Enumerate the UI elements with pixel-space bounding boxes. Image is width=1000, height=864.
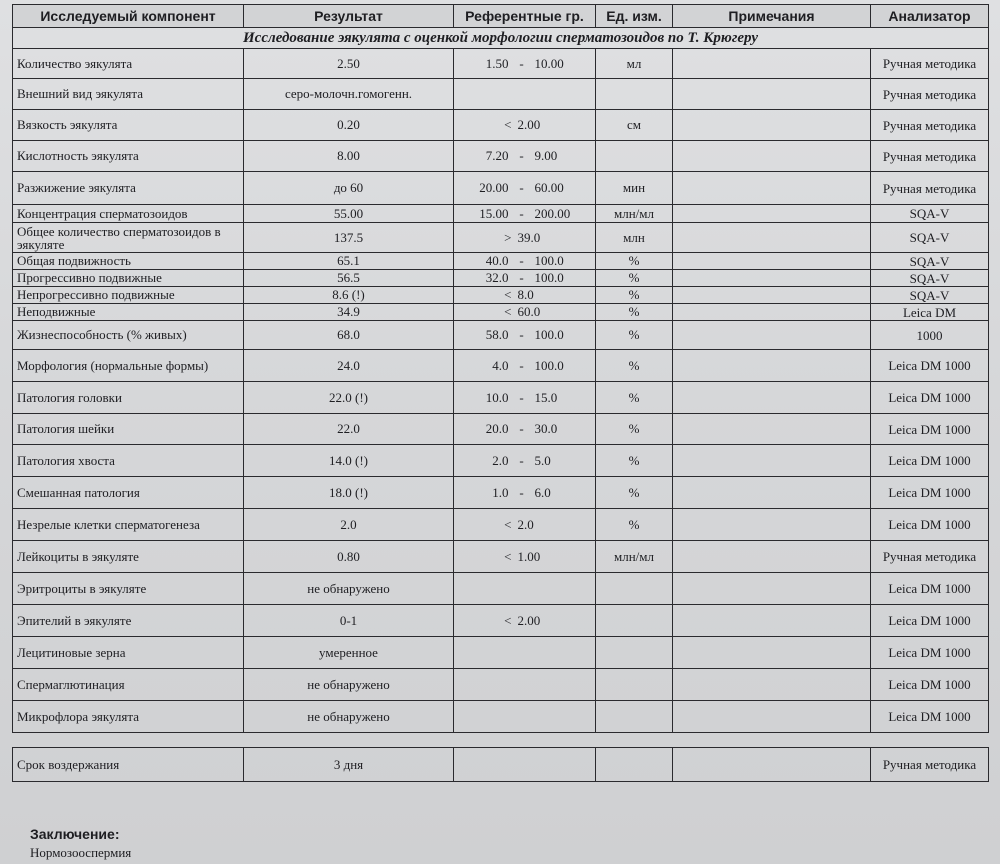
reference-operator: < <box>504 548 512 564</box>
result-value: 14.0 (!) <box>244 445 454 477</box>
unit-value: % <box>596 270 673 287</box>
unit-value: % <box>596 509 673 541</box>
table-row <box>13 669 989 701</box>
result-value: 2.50 <box>244 49 454 79</box>
reference-high: 15.0 <box>534 389 558 405</box>
reference-high: 200.00 <box>534 205 571 221</box>
table-row <box>13 509 989 541</box>
analyzer-value: Leica DM 1000 <box>871 573 989 605</box>
analyzer-value: Ручная методика <box>871 141 989 172</box>
result-value: 68.0 <box>244 321 454 350</box>
unit-value <box>596 637 673 669</box>
result-value: 8.6 (!) <box>244 287 454 304</box>
abstinence-analyzer: Ручная методика <box>871 748 989 782</box>
component-name: Кислотность эякулята <box>13 141 244 172</box>
analyzer-value: Leica DM 1000 <box>871 605 989 637</box>
component-name: Непрогрессивно подвижные <box>13 287 244 304</box>
result-value: 55.00 <box>244 205 454 223</box>
component-name: Патология шейки <box>13 414 244 445</box>
analyzer-value: Leica DM 1000 <box>871 382 989 414</box>
reference-range <box>454 414 596 445</box>
analyzer-value: Leica DM 1000 <box>871 477 989 509</box>
table-row <box>13 79 989 110</box>
result-value: 22.0 (!) <box>244 382 454 414</box>
section-title-row <box>13 28 989 49</box>
analyzer-value: SQA-V <box>871 253 989 270</box>
reference-low: 20.0 <box>485 421 509 436</box>
analyzer-value: Leica DM 1000 <box>871 509 989 541</box>
table-row <box>13 253 989 270</box>
note-cell <box>673 573 871 605</box>
result-value: 0.80 <box>244 541 454 573</box>
table-row <box>13 477 989 509</box>
reference-dash: - <box>519 357 524 373</box>
reference-low: 10.0 <box>485 389 509 405</box>
note-cell <box>673 701 871 733</box>
reference-dash: - <box>519 270 524 285</box>
table-row <box>13 541 989 573</box>
abstinence-row <box>13 748 989 782</box>
component-name: Патология хвоста <box>13 445 244 477</box>
reference-operator: < <box>504 612 512 628</box>
analyzer-value: Leica DM 1000 <box>871 669 989 701</box>
table-row <box>13 414 989 445</box>
component-name: Эпителий в эякуляте <box>13 605 244 637</box>
table-row <box>13 172 989 205</box>
unit-value <box>596 573 673 605</box>
note-cell <box>673 509 871 541</box>
unit-value: % <box>596 253 673 270</box>
reference-range <box>454 205 596 223</box>
reference-high: 60.0 <box>517 304 541 319</box>
component-name: Внешний вид эякулята <box>13 79 244 110</box>
abstinence-reference <box>454 748 596 782</box>
note-cell <box>673 669 871 701</box>
reference-dash: - <box>519 55 524 71</box>
note-cell <box>673 110 871 141</box>
unit-value: % <box>596 287 673 304</box>
unit-value: % <box>596 304 673 321</box>
reference-high: 30.0 <box>534 421 558 436</box>
note-cell <box>673 205 871 223</box>
component-name: Патология головки <box>13 382 244 414</box>
component-name: Смешанная патология <box>13 477 244 509</box>
reference-low: 40.0 <box>485 253 509 268</box>
reference-range <box>454 321 596 350</box>
reference-low: 7.20 <box>485 148 509 163</box>
note-cell <box>673 445 871 477</box>
reference-range <box>454 79 596 110</box>
component-name: Вязкость эякулята <box>13 110 244 141</box>
unit-value: млн <box>596 223 673 253</box>
component-name: Спермаглютинация <box>13 669 244 701</box>
unit-value <box>596 701 673 733</box>
reference-low: 1.0 <box>492 484 509 500</box>
unit-value: мл <box>596 49 673 79</box>
unit-value: см <box>596 110 673 141</box>
component-name: Незрелые клетки сперматогенеза <box>13 509 244 541</box>
result-value: 56.5 <box>244 270 454 287</box>
reference-high: 8.0 <box>517 287 534 302</box>
table-header-row <box>13 5 989 28</box>
header-note: Примечания <box>673 5 871 28</box>
table-row <box>13 141 989 172</box>
analyzer-value: SQA-V <box>871 223 989 253</box>
reference-range <box>454 509 596 541</box>
result-value: серо-молочн.гомогенн. <box>244 79 454 110</box>
table-row <box>13 382 989 414</box>
unit-value <box>596 605 673 637</box>
spacer-row <box>13 733 989 748</box>
analyzer-value: SQA-V <box>871 270 989 287</box>
reference-operator: < <box>504 117 512 132</box>
reference-operator: < <box>504 304 512 319</box>
note-cell <box>673 172 871 205</box>
unit-value: % <box>596 382 673 414</box>
note-cell <box>673 414 871 445</box>
result-value: 24.0 <box>244 350 454 382</box>
table-row <box>13 205 989 223</box>
reference-high: 10.00 <box>534 55 564 71</box>
reference-high: 100.0 <box>534 270 564 285</box>
table-row <box>13 321 989 350</box>
table-row <box>13 287 989 304</box>
reference-range <box>454 669 596 701</box>
result-value: 18.0 (!) <box>244 477 454 509</box>
component-name: Лецитиновые зерна <box>13 637 244 669</box>
reference-range <box>454 605 596 637</box>
note-cell <box>673 350 871 382</box>
reference-range <box>454 573 596 605</box>
analyzer-value: 1000 <box>871 321 989 350</box>
note-cell <box>673 223 871 253</box>
note-cell <box>673 79 871 110</box>
reference-range <box>454 253 596 270</box>
table-row <box>13 637 989 669</box>
component-name: Морфология (нормальные формы) <box>13 350 244 382</box>
component-name: Общее количество сперматозоидов в эякуляте <box>13 223 244 253</box>
reference-high: 2.0 <box>517 516 534 532</box>
table-row <box>13 49 989 79</box>
note-cell <box>673 304 871 321</box>
note-cell <box>673 49 871 79</box>
abstinence-result: 3 дня <box>244 748 454 782</box>
result-value: не обнаружено <box>244 573 454 605</box>
table-row <box>13 110 989 141</box>
abstinence-note <box>673 748 871 782</box>
result-value: до 60 <box>244 172 454 205</box>
reference-range <box>454 49 596 79</box>
reference-low: 20.00 <box>479 180 509 195</box>
header-analyzer: Анализатор <box>871 5 989 28</box>
reference-high: 2.00 <box>517 117 541 132</box>
result-value: 137.5 <box>244 223 454 253</box>
table-row <box>13 605 989 637</box>
note-cell <box>673 382 871 414</box>
result-value: 65.1 <box>244 253 454 270</box>
component-name: Общая подвижность <box>13 253 244 270</box>
reference-dash: - <box>519 452 524 468</box>
result-value: умеренное <box>244 637 454 669</box>
analyzer-value: Ручная методика <box>871 79 989 110</box>
reference-operator: < <box>504 516 512 532</box>
note-cell <box>673 477 871 509</box>
reference-high: 6.0 <box>534 484 551 500</box>
reference-low: 32.0 <box>485 270 509 285</box>
component-name: Концентрация сперматозоидов <box>13 205 244 223</box>
reference-range <box>454 270 596 287</box>
reference-low: 4.0 <box>492 357 509 373</box>
result-value: 0.20 <box>244 110 454 141</box>
unit-value: % <box>596 445 673 477</box>
result-value: 22.0 <box>244 414 454 445</box>
reference-dash: - <box>519 484 524 500</box>
reference-operator: > <box>504 229 512 245</box>
section-title: Исследование эякулята с оценкой морфологии сперматозоидов по Т. Крюгеру <box>13 28 989 49</box>
conclusion-label: Заключение: <box>30 826 120 842</box>
analyzer-value: Ручная методика <box>871 541 989 573</box>
reference-range <box>454 172 596 205</box>
spacer-cell <box>13 733 989 748</box>
analyzer-value: Ручная методика <box>871 49 989 79</box>
analyzer-value: SQA-V <box>871 205 989 223</box>
conclusion-text: Нормозооспермия <box>30 845 132 860</box>
component-name: Прогрессивно подвижные <box>13 270 244 287</box>
header-reference: Референтные гр. <box>454 5 596 28</box>
unit-value: % <box>596 321 673 350</box>
reference-high: 100.0 <box>534 253 564 268</box>
header-unit: Ед. изм. <box>596 5 673 28</box>
header-result: Результат <box>244 5 454 28</box>
analyzer-value: Leica DM 1000 <box>871 350 989 382</box>
reference-dash: - <box>519 180 524 195</box>
table-row <box>13 445 989 477</box>
note-cell <box>673 605 871 637</box>
results-table <box>12 4 989 782</box>
reference-range <box>454 701 596 733</box>
unit-value: % <box>596 414 673 445</box>
reference-dash: - <box>519 205 524 221</box>
reference-range <box>454 382 596 414</box>
analyzer-value: Leica DM <box>871 304 989 321</box>
reference-high: 9.00 <box>534 148 558 163</box>
analyzer-value: Leica DM 1000 <box>871 637 989 669</box>
note-cell <box>673 541 871 573</box>
note-cell <box>673 253 871 270</box>
header-component: Исследуемый компонент <box>13 5 244 28</box>
note-cell <box>673 270 871 287</box>
reference-high: 100.0 <box>534 357 564 373</box>
analyzer-value: Ручная методика <box>871 110 989 141</box>
analyzer-value: Leica DM 1000 <box>871 701 989 733</box>
unit-value: мин <box>596 172 673 205</box>
reference-low: 58.0 <box>485 327 509 342</box>
note-cell <box>673 141 871 172</box>
analyzer-value: SQA-V <box>871 287 989 304</box>
reference-range <box>454 304 596 321</box>
unit-value: млн/мл <box>596 541 673 573</box>
reference-dash: - <box>519 389 524 405</box>
component-name: Жизнеспособность (% живых) <box>13 321 244 350</box>
result-value: 34.9 <box>244 304 454 321</box>
component-name: Разжижение эякулята <box>13 172 244 205</box>
result-value: 8.00 <box>244 141 454 172</box>
reference-operator: < <box>504 287 512 302</box>
unit-value: млн/мл <box>596 205 673 223</box>
reference-range <box>454 350 596 382</box>
note-cell <box>673 637 871 669</box>
table-row <box>13 573 989 605</box>
analyzer-value: Ручная методика <box>871 172 989 205</box>
result-value: не обнаружено <box>244 701 454 733</box>
note-cell <box>673 287 871 304</box>
table-row <box>13 304 989 321</box>
reference-low: 1.50 <box>485 55 509 71</box>
reference-dash: - <box>519 327 524 342</box>
unit-value <box>596 79 673 110</box>
reference-low: 2.0 <box>492 452 509 468</box>
result-value: 0-1 <box>244 605 454 637</box>
note-cell <box>673 321 871 350</box>
table-row <box>13 701 989 733</box>
reference-range <box>454 477 596 509</box>
reference-range <box>454 541 596 573</box>
table-row <box>13 223 989 253</box>
reference-high: 60.00 <box>534 180 564 195</box>
reference-low: 15.00 <box>479 205 509 221</box>
analyzer-value: Leica DM 1000 <box>871 414 989 445</box>
component-name: Неподвижные <box>13 304 244 321</box>
reference-high: 39.0 <box>517 229 541 245</box>
unit-value: % <box>596 350 673 382</box>
reference-range <box>454 141 596 172</box>
result-value: не обнаружено <box>244 669 454 701</box>
unit-value: % <box>596 477 673 509</box>
table-row <box>13 270 989 287</box>
table-row <box>13 350 989 382</box>
reference-high: 5.0 <box>534 452 551 468</box>
result-value: 2.0 <box>244 509 454 541</box>
component-name: Микрофлора эякулята <box>13 701 244 733</box>
component-name: Лейкоциты в эякуляте <box>13 541 244 573</box>
unit-value <box>596 669 673 701</box>
abstinence-name: Срок воздержания <box>13 748 244 782</box>
reference-dash: - <box>519 421 524 436</box>
unit-value <box>596 141 673 172</box>
analyzer-value: Leica DM 1000 <box>871 445 989 477</box>
reference-high: 1.00 <box>517 548 541 564</box>
reference-range <box>454 223 596 253</box>
reference-range <box>454 637 596 669</box>
component-name: Эритроциты в эякуляте <box>13 573 244 605</box>
reference-range <box>454 287 596 304</box>
component-name: Количество эякулята <box>13 49 244 79</box>
reference-high: 100.0 <box>534 327 564 342</box>
reference-high: 2.00 <box>517 612 541 628</box>
reference-dash: - <box>519 253 524 268</box>
abstinence-unit <box>596 748 673 782</box>
reference-range <box>454 445 596 477</box>
reference-dash: - <box>519 148 524 163</box>
reference-range <box>454 110 596 141</box>
